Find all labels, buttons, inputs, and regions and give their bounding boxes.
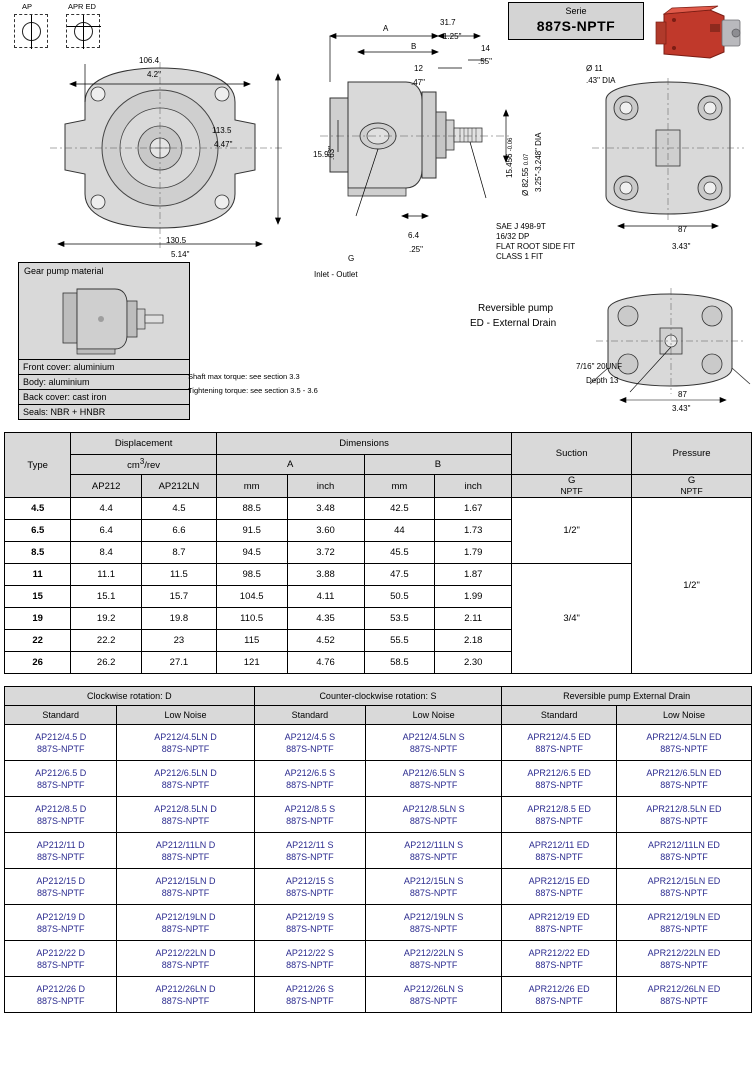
cell-ap212ln: 4.5 [141,498,216,520]
cell-ap212ln: 27.1 [141,652,216,674]
cell-a-mm: 104.5 [216,586,287,608]
cell-ap212: 19.2 [71,608,142,630]
order-code-suffix: 887S-NPTF [161,995,210,1006]
th-suction: Suction [512,433,632,475]
cell-order-code [254,833,365,869]
cell-a-mm: 98.5 [216,564,287,586]
cell-order-code [502,725,617,761]
order-code-suffix: 887S-NPTF [409,743,458,754]
cell-type: 19 [5,608,71,630]
order-code: AP212/19LN D [155,911,216,922]
order-code: APR212/6.5LN ED [646,767,722,778]
dimensions-table [4,432,752,674]
th-standard-d: Standard [5,706,117,725]
order-code-suffix: 887S-NPTF [660,851,708,862]
cell-b-inch: 2.30 [435,652,512,674]
cell-a-mm: 121 [216,652,287,674]
table-row [5,498,752,520]
order-code: APR212/11LN ED [648,839,720,850]
front-width-in: 4.2" [147,70,161,79]
order-code-suffix: 887S-NPTF [660,743,708,754]
side-d2-mm: 14 [481,44,490,53]
front-base-in: 5.14" [171,250,190,259]
cell-ap212ln: 23 [141,630,216,652]
rear-width-mm: 87 [678,225,687,234]
spline-line-2: 16/32 DP [496,232,530,241]
order-code-suffix: 887S-NPTF [409,815,458,826]
order-code-suffix: 887S-NPTF [409,779,458,790]
order-code: APR212/4.5LN ED [646,731,722,742]
cell-a-inch: 4.76 [287,652,364,674]
material-title: Gear pump material [24,266,104,276]
cell-ap212: 22.2 [71,630,142,652]
th-dim-b: B [364,455,512,475]
side-a-label: A [383,24,389,33]
order-code: APR212/15 ED [528,875,590,886]
material-illustration [19,279,189,359]
order-code: AP212/15LN S [403,875,464,886]
cell-order-code [117,869,254,905]
order-code: AP212/22 D [36,947,85,958]
cell-a-inch: 4.35 [287,608,364,630]
side-d3-in: .47" [411,78,425,87]
cell-order-code [5,977,117,1013]
order-code: APR212/8.5LN ED [646,803,722,814]
order-code: APR212/4.5 ED [527,731,591,742]
side-d5-mm: 6.4 [408,231,420,240]
cell-order-code [502,797,617,833]
order-code: AP212/11 S [286,839,334,850]
flange-dia-tol: 0.07 [524,153,530,166]
shaft-dia-tol: -0.06 [508,137,514,152]
order-code-suffix: 887S-NPTF [161,887,210,898]
cell-b-mm: 44 [364,520,435,542]
spline-line-1: SAE J 498-9T [496,222,546,231]
th-lownoise-s: Low Noise [366,706,502,725]
order-code: AP212/26LN D [155,983,216,994]
cell-order-code [117,941,254,977]
cell-order-code [616,833,751,869]
cell-a-mm: 110.5 [216,608,287,630]
order-code: AP212/4.5LN D [154,731,217,742]
order-code: AP212/19 S [285,911,334,922]
order-code: AP212/6.5LN D [154,767,217,778]
table-row [5,797,752,833]
order-code: APR212/19LN ED [647,911,721,922]
order-code-suffix: 887S-NPTF [161,779,210,790]
cell-ap212: 11.1 [71,564,142,586]
cell-order-code [502,977,617,1013]
symbol-ap-box [14,14,48,48]
cell-order-code [366,869,502,905]
cell-b-inch: 1.79 [435,542,512,564]
order-code-suffix: 887S-NPTF [36,923,85,934]
cell-a-inch: 3.72 [287,542,364,564]
cell-b-inch: 2.18 [435,630,512,652]
cell-a-mm: 91.5 [216,520,287,542]
serie-label: Serie [565,6,587,16]
order-code-suffix: 887S-NPTF [36,779,85,790]
cell-order-code [5,941,117,977]
cell-order-code [254,941,365,977]
cell-ap212: 8.4 [71,542,142,564]
cell-order-code [254,725,365,761]
order-code-suffix: 887S-NPTF [535,779,583,790]
order-code: APR212/19 ED [528,911,590,922]
cell-order-code [616,977,751,1013]
cell-order-code [5,869,117,905]
side-d3-mm: 12 [414,64,423,73]
order-code: APR212/15LN ED [647,875,721,886]
order-code-suffix: 887S-NPTF [660,779,708,790]
order-code-suffix: 887S-NPTF [535,923,583,934]
cell-order-code [502,833,617,869]
th-displacement: Displacement [71,433,217,455]
cell-suction-group-2: 3/4" [512,564,632,674]
reversible-thread: 7/16" 20UNF [576,362,622,371]
order-code-suffix: 887S-NPTF [660,923,708,934]
cell-order-code [5,725,117,761]
order-code-suffix: 887S-NPTF [286,959,334,970]
order-code-suffix: 887S-NPTF [660,887,708,898]
th-a-inch: inch [287,475,364,498]
cell-b-inch: 1.87 [435,564,512,586]
order-code: AP212/26 D [36,983,85,994]
cell-order-code [502,869,617,905]
th-group-reversible: Reversible pump External Drain [502,687,752,706]
cell-type: 8.5 [5,542,71,564]
material-row-back-cover: Back cover: cast iron [19,389,189,404]
cell-order-code [254,797,365,833]
order-code-suffix: 887S-NPTF [36,887,85,898]
order-code-suffix: 887S-NPTF [161,959,210,970]
order-code-suffix: 887S-NPTF [161,851,210,862]
th-dim-a: A [216,455,364,475]
cell-ap212ln: 8.7 [141,542,216,564]
th-type: Type [5,433,71,498]
cell-b-inch: 1.73 [435,520,512,542]
technical-drawings-area [0,0,756,425]
side-inlet-outlet: Inlet - Outlet [314,270,358,279]
table-row [5,977,752,1013]
pump-photo [650,4,750,66]
front-width-mm: 106.4 [139,56,160,65]
order-code-suffix: 887S-NPTF [535,995,583,1006]
side-g-label: G [348,254,355,263]
reversible-title-1: Reversible pump [478,303,554,314]
cell-order-code [502,761,617,797]
order-code-suffix: 887S-NPTF [409,851,458,862]
cell-order-code [502,941,617,977]
order-code: APR212/6.5 ED [527,767,591,778]
cell-a-mm: 115 [216,630,287,652]
cell-order-code [366,761,502,797]
th-displacement-unit: $cm^3$/rev [71,455,217,475]
cell-b-mm: 47.5 [364,564,435,586]
cell-order-code [366,905,502,941]
cell-order-code [616,941,751,977]
order-code-suffix: 887S-NPTF [660,959,708,970]
order-code: AP212/26LN S [403,983,464,994]
order-code: AP212/4.5 S [284,731,336,742]
order-code-suffix: 887S-NPTF [161,815,210,826]
cell-ap212: 4.4 [71,498,142,520]
side-d1-in: 1.25" [443,32,462,41]
cell-a-mm: 94.5 [216,542,287,564]
front-height-in: 4.47" [214,140,233,149]
order-code: AP212/6.5LN S [402,767,465,778]
cell-ap212: 15.1 [71,586,142,608]
symbol-ap-label: AP [22,2,33,11]
table-row [5,761,752,797]
hole-dia-in: .43" DIA [586,76,616,85]
cell-type: 26 [5,652,71,674]
front-height-mm: 113.5 [212,126,232,135]
order-code-suffix: 887S-NPTF [409,995,458,1006]
order-code: AP212/8.5LN S [402,803,465,814]
order-code: APR212/22 ED [528,947,590,958]
cell-order-code [616,869,751,905]
cell-b-mm: 50.5 [364,586,435,608]
order-code: AP212/11LN S [404,839,464,850]
order-code: AP212/15 S [285,875,334,886]
hole-dia-mm: Ø 11 [586,64,603,73]
th-ap212: AP212 [71,475,142,498]
cell-ap212: 6.4 [71,520,142,542]
cell-b-mm: 42.5 [364,498,435,520]
order-code-suffix: 887S-NPTF [286,743,334,754]
order-code-suffix: 887S-NPTF [286,887,334,898]
order-code-suffix: 887S-NPTF [660,815,708,826]
order-code-suffix: 887S-NPTF [535,851,583,862]
cell-b-inch: 2.11 [435,608,512,630]
order-code: AP212/11LN D [155,839,216,850]
order-code: AP212/22LN S [403,947,464,958]
order-code: APR212/22LN ED [647,947,721,958]
cell-order-code [366,977,502,1013]
cell-order-code [616,797,751,833]
order-code: AP212/15LN D [155,875,216,886]
order-code: AP212/6.5 D [35,767,87,778]
cell-order-code [117,833,254,869]
shaft-dia [505,138,514,178]
order-code: AP212/11 D [36,839,85,850]
order-code-suffix: 887S-NPTF [36,815,85,826]
cell-b-mm: 53.5 [364,608,435,630]
flange-dia-value: Ø 82.55 [521,167,530,196]
cell-pressure: 1/2" [632,498,752,674]
order-codes-table [4,686,752,1013]
shaft-dia-value: 15.456 [505,153,514,178]
shaft-dia-inch: 3.25"-3.248" DIA [534,132,543,192]
order-code: AP212/8.5 S [284,803,336,814]
material-row-front-cover: Front cover: aluminium [19,359,189,374]
cell-a-inch: 3.88 [287,564,364,586]
front-base-mm: 130.5 [166,236,187,245]
cell-b-inch: 1.67 [435,498,512,520]
order-code: AP212/15 D [36,875,85,886]
cell-ap212ln: 19.8 [141,608,216,630]
order-code: AP212/19LN S [403,911,464,922]
order-code-suffix: 887S-NPTF [660,995,708,1006]
th-b-inch: inch [435,475,512,498]
th-b-mm: mm [364,475,435,498]
cell-order-code [117,905,254,941]
order-code-suffix: 887S-NPTF [36,959,85,970]
cell-type: 15 [5,586,71,608]
cell-ap212ln: 15.7 [141,586,216,608]
order-code-suffix: 887S-NPTF [36,851,85,862]
cell-b-mm: 58.5 [364,652,435,674]
cell-a-inch: 3.60 [287,520,364,542]
th-dimensions: Dimensions [216,433,511,455]
cell-order-code [254,869,365,905]
cell-ap212: 26.2 [71,652,142,674]
order-code-suffix: 887S-NPTF [535,743,583,754]
order-code-suffix: 887S-NPTF [36,743,85,754]
order-code-suffix: 887S-NPTF [409,923,458,934]
order-code-suffix: 887S-NPTF [535,959,583,970]
order-code-suffix: 887S-NPTF [161,743,210,754]
order-code: AP212/8.5LN D [154,803,217,814]
flange-dia [521,154,530,196]
serie-value: 887S-NPTF [536,18,616,34]
order-code-suffix: 887S-NPTF [409,959,458,970]
th-standard-ed: Standard [502,706,617,725]
cell-type: 22 [5,630,71,652]
cell-a-mm: 88.5 [216,498,287,520]
cell-order-code [254,977,365,1013]
gear-pump-material-box [18,262,190,420]
cell-ap212ln: 6.6 [141,520,216,542]
order-code: APR212/11 ED [528,839,590,850]
order-code-suffix: 887S-NPTF [36,995,85,1006]
cell-order-code [5,833,117,869]
th-pressure: Pressure [632,433,752,475]
cell-order-code [366,797,502,833]
order-code: AP212/22 S [285,947,334,958]
cell-order-code [5,797,117,833]
th-a-mm: mm [216,475,287,498]
spline-line-4: CLASS 1 FIT [496,252,544,261]
reversible-width-mm: 87 [678,390,687,399]
symbol-apr-label: APR ED [68,2,96,11]
table-row [5,905,752,941]
th-lownoise-ed: Low Noise [616,706,751,725]
order-code-suffix: 887S-NPTF [286,995,334,1006]
cell-suction-group-1: 1/2" [512,498,632,564]
order-code-suffix: 887S-NPTF [286,851,334,862]
order-code: AP212/6.5 S [284,767,336,778]
cell-type: 4.5 [5,498,71,520]
th-lownoise-d: Low Noise [117,706,254,725]
order-code-suffix: 887S-NPTF [409,887,458,898]
cell-a-inch: 4.52 [287,630,364,652]
table-row [5,869,752,905]
cell-type: 11 [5,564,71,586]
cell-b-mm: 45.5 [364,542,435,564]
cell-order-code [5,761,117,797]
cell-order-code [5,905,117,941]
order-code: AP212/19 D [36,911,85,922]
material-row-seals: Seals: NBR + HNBR [19,404,189,419]
th-ap212ln: AP212LN [141,475,216,498]
rear-width-in: 3.43" [672,242,691,251]
cell-order-code [117,761,254,797]
cell-order-code [117,797,254,833]
order-code: AP212/22LN D [155,947,216,958]
order-code-suffix: 887S-NPTF [535,887,583,898]
material-row-body: Body: aluminium [19,374,189,389]
order-code: APR212/26 ED [528,983,590,994]
cell-a-inch: 3.48 [287,498,364,520]
cell-ap212ln: 11.5 [141,564,216,586]
cell-order-code [616,761,751,797]
th-pressure-g: G NPTF [632,475,752,498]
side-d4-mm: 15.9 [313,150,329,159]
order-code: AP212/4.5LN S [402,731,465,742]
cell-b-mm: 55.5 [364,630,435,652]
th-group-counterclockwise: Counter-clockwise rotation: S [254,687,502,706]
table-row [5,833,752,869]
cell-order-code [254,761,365,797]
side-d1-mm: 31.7 [440,18,456,27]
cell-order-code [117,725,254,761]
table-row [5,725,752,761]
side-d2-in: .55" [478,57,492,66]
order-code: APR212/26LN ED [647,983,721,994]
spline-line-3: FLAT ROOT SIDE FIT [496,242,576,251]
order-code-suffix: 887S-NPTF [286,815,334,826]
reversible-width-in: 3.43" [672,404,691,413]
order-code: AP212/4.5 D [35,731,87,742]
cell-a-inch: 4.11 [287,586,364,608]
cell-order-code [254,905,365,941]
order-code: AP212/8.5 D [35,803,87,814]
order-code-suffix: 887S-NPTF [286,779,334,790]
order-code: AP212/26 S [285,983,334,994]
table-row [5,941,752,977]
th-suction-g: G NPTF [512,475,632,498]
th-group-clockwise: Clockwise rotation: D [5,687,255,706]
symbol-apr-box [66,14,100,48]
order-code-suffix: 887S-NPTF [161,923,210,934]
cell-order-code [117,977,254,1013]
cell-type: 6.5 [5,520,71,542]
note-tightening-torque: Tightening torque: see section 3.5 - 3.6 [188,386,318,395]
side-b-label: B [411,42,417,51]
cell-order-code [616,905,751,941]
cell-order-code [366,941,502,977]
order-code-suffix: 887S-NPTF [535,815,583,826]
th-standard-s: Standard [254,706,365,725]
cell-order-code [502,905,617,941]
order-code: APR212/8.5 ED [527,803,591,814]
note-shaft-torque: Shaft max torque: see section 3.3 [188,372,300,381]
cell-b-inch: 1.99 [435,586,512,608]
reversible-depth: Depth 13 [586,376,619,385]
cell-order-code [616,725,751,761]
side-d5-in: .25" [409,245,423,254]
side-d4-in: .63" [327,146,336,160]
reversible-title-2: ED - External Drain [470,318,557,329]
order-code-suffix: 887S-NPTF [286,923,334,934]
cell-order-code [366,725,502,761]
cell-order-code [366,833,502,869]
